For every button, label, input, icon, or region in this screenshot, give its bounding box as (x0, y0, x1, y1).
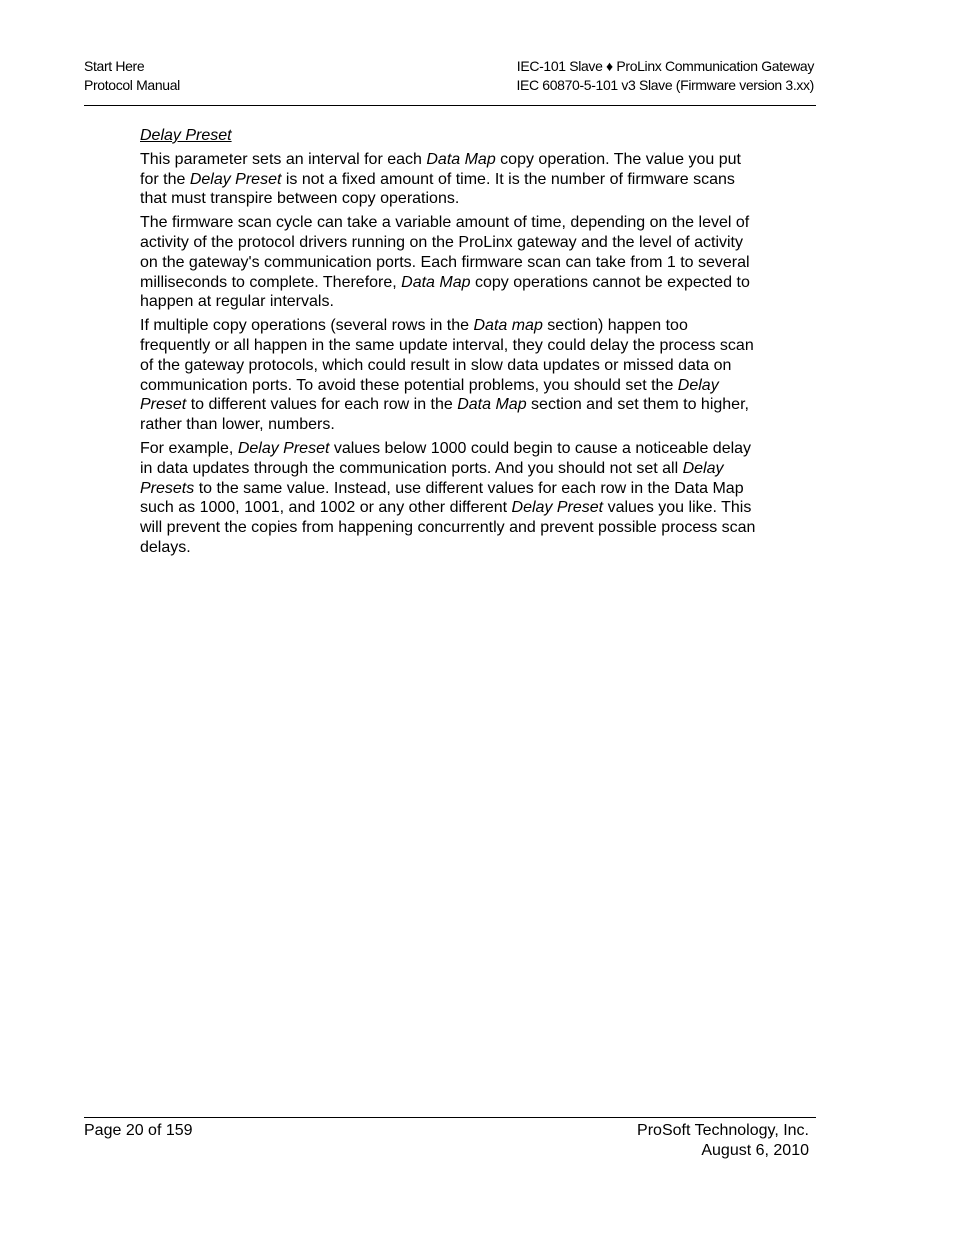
main-content (140, 126, 760, 562)
text-run: copy operation. The value you put for the (140, 150, 741, 188)
text-run: This parameter sets an interval for each (140, 150, 427, 168)
header-protocol-version: IEC 60870-5-101 v3 Slave (Firmware version 3.xx) (516, 77, 814, 93)
header-left (84, 57, 180, 95)
text-run: values you like. This will prevent the copies from happening concurrently and prevent possible process scan delays. (140, 499, 756, 556)
italic-term: Delay Presets (140, 459, 724, 497)
italic-term: Delay Preset (140, 376, 719, 414)
page-header (84, 57, 816, 106)
company-name: ProSoft Technology, Inc. (637, 1122, 809, 1139)
italic-term: Delay Preset (189, 170, 282, 188)
text-run: values below 1000 could begin to cause a noticeable delay in data updates through the communication ports. And you should not set all (140, 439, 752, 477)
text-run: copy operations cannot be expected to happen at regular intervals. (140, 273, 750, 311)
italic-term: Data Map (426, 150, 496, 168)
text-run: section) happen too frequently or all happen in the same update interval, they could delay the process scan of the gateway protocols, which could result in slow data updates or missed data on communication ports. To avoid these potential problems, you should set the (140, 317, 754, 394)
publish-date: August 6, 2010 (701, 1142, 809, 1159)
footer-right (637, 1121, 809, 1161)
page-footer (84, 1117, 816, 1159)
footer-left (84, 1121, 193, 1141)
italic-term: Data Map (401, 273, 471, 291)
text-run: to different values for each row in the (186, 396, 458, 414)
paragraph-1 (140, 150, 760, 209)
text-run: is not a fixed amount of time. It is the number of firmware scans that must transpire between copy operations. (140, 170, 735, 208)
section-heading: Delay Preset (140, 127, 232, 144)
header-doc-section: Start Here (84, 58, 145, 74)
italic-term: Delay Preset (237, 439, 330, 457)
paragraph-4 (140, 439, 760, 558)
header-right (516, 57, 814, 95)
text-run: The firmware scan cycle can take a variable amount of time, depending on the level of activity of the protocol drivers running on the ProLinx gateway and the level of activity on the gateway's communication ports. Each firmware scan can take from 1 to several milliseconds to complete. Therefore, (140, 214, 750, 291)
page-number: Page 20 of 159 (84, 1122, 193, 1139)
header-product-title: IEC-101 Slave ♦ ProLinx Communication Gateway (516, 58, 814, 74)
text-run: For example, (140, 439, 238, 457)
italic-term: Data map (473, 317, 543, 335)
text-run: section and set them to higher, rather than lower, numbers. (140, 396, 749, 434)
paragraph-3 (140, 316, 760, 435)
paragraph-2 (140, 213, 760, 312)
header-manual-type: Protocol Manual (84, 77, 180, 93)
text-run: If multiple copy operations (several rows in the (140, 317, 474, 335)
italic-term: Data Map (457, 396, 527, 414)
italic-term: Delay Preset (511, 499, 604, 517)
text-run: to the same value. Instead, use different values for each row in the Data Map such as 1000, 1001, and 1002 or any other different (140, 479, 744, 517)
